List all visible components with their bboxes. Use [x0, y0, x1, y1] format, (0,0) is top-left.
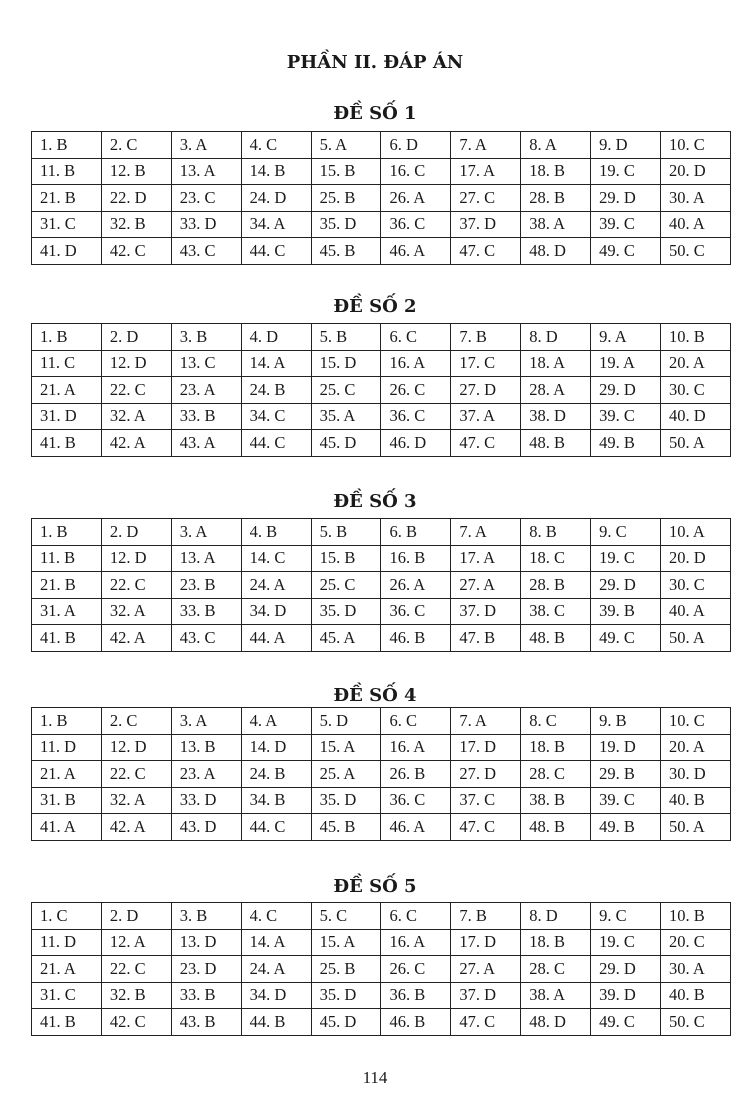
- answer-cell: 35. D: [311, 982, 381, 1009]
- answer-cell: 16. A: [381, 734, 451, 761]
- table-row: [32, 403, 731, 430]
- answer-cell: 11. D: [32, 929, 102, 956]
- answer-cell: 44. C: [241, 814, 311, 841]
- answer-cell: 31. D: [32, 403, 102, 430]
- answer-cell: 29. D: [591, 185, 661, 212]
- answer-cell: 33. D: [171, 211, 241, 238]
- answer-cell: 31. C: [32, 211, 102, 238]
- answer-cell: 23. C: [171, 185, 241, 212]
- answer-cell: 11. D: [32, 734, 102, 761]
- answer-cell: 8. B: [521, 519, 591, 546]
- answer-cell: 37. A: [451, 403, 521, 430]
- table-row: [32, 761, 731, 788]
- answer-cell: 39. C: [591, 403, 661, 430]
- answer-cell: 49. C: [591, 625, 661, 652]
- answer-cell: 3. A: [171, 519, 241, 546]
- answer-cell: 17. D: [451, 734, 521, 761]
- answer-cell: 41. B: [32, 625, 102, 652]
- answer-cell: 45. B: [311, 814, 381, 841]
- answer-cell: 46. D: [381, 430, 451, 457]
- answer-cell: 16. B: [381, 545, 451, 572]
- answer-cell: 30. C: [661, 572, 731, 599]
- section-heading: ĐỀ SỐ 3: [333, 491, 417, 512]
- answer-cell: 43. B: [171, 1009, 241, 1036]
- answer-cell: 17. A: [451, 545, 521, 572]
- answer-cell: 21. A: [32, 761, 102, 788]
- answer-table: [31, 707, 731, 841]
- table-row: [32, 430, 731, 457]
- answer-cell: 13. B: [171, 734, 241, 761]
- answer-cell: 20. D: [661, 545, 731, 572]
- answer-cell: 36. B: [381, 982, 451, 1009]
- answer-cell: 32. A: [101, 787, 171, 814]
- answer-cell: 43. A: [171, 430, 241, 457]
- answer-cell: 40. A: [661, 211, 731, 238]
- answer-cell: 48. D: [521, 238, 591, 265]
- answer-cell: 6. C: [381, 903, 451, 930]
- answer-cell: 34. C: [241, 403, 311, 430]
- answer-cell: 8. D: [521, 903, 591, 930]
- table-row: [32, 598, 731, 625]
- answer-cell: 8. A: [521, 132, 591, 159]
- table-row: [32, 238, 731, 265]
- answer-cell: 45. D: [311, 1009, 381, 1036]
- table-row: [32, 545, 731, 572]
- table-row: [32, 185, 731, 212]
- answer-cell: 45. D: [311, 430, 381, 457]
- answer-cell: 44. B: [241, 1009, 311, 1036]
- answer-cell: 35. D: [311, 211, 381, 238]
- answer-cell: 48. D: [521, 1009, 591, 1036]
- answer-cell: 9. C: [591, 903, 661, 930]
- answer-cell: 16. C: [381, 158, 451, 185]
- answer-cell: 10. B: [661, 903, 731, 930]
- table-row: [32, 929, 731, 956]
- answer-cell: 6. C: [381, 324, 451, 351]
- answer-cell: 37. D: [451, 598, 521, 625]
- answer-cell: 23. A: [171, 761, 241, 788]
- answer-cell: 40. B: [661, 982, 731, 1009]
- answer-cell: 21. A: [32, 956, 102, 983]
- answer-cell: 49. C: [591, 238, 661, 265]
- table-row: [32, 625, 731, 652]
- answer-cell: 39. C: [591, 787, 661, 814]
- answer-cell: 9. A: [591, 324, 661, 351]
- answer-cell: 1. B: [32, 519, 102, 546]
- answer-cell: 14. A: [241, 350, 311, 377]
- answer-cell: 43. D: [171, 814, 241, 841]
- answer-cell: 44. C: [241, 238, 311, 265]
- answer-cell: 28. C: [521, 956, 591, 983]
- answer-cell: 34. A: [241, 211, 311, 238]
- answer-cell: 46. A: [381, 238, 451, 265]
- answer-cell: 39. B: [591, 598, 661, 625]
- answer-cell: 11. B: [32, 545, 102, 572]
- table-row: [32, 350, 731, 377]
- answer-cell: 13. C: [171, 350, 241, 377]
- answer-cell: 26. A: [381, 572, 451, 599]
- answer-cell: 35. D: [311, 787, 381, 814]
- section-heading: ĐỀ SỐ 1: [333, 103, 417, 124]
- answer-cell: 37. D: [451, 982, 521, 1009]
- answer-cell: 50. A: [661, 814, 731, 841]
- answer-cell: 20. A: [661, 350, 731, 377]
- answer-cell: 11. B: [32, 158, 102, 185]
- answer-cell: 32. A: [101, 403, 171, 430]
- answer-cell: 30. A: [661, 185, 731, 212]
- answer-cell: 13. A: [171, 158, 241, 185]
- answer-cell: 46. B: [381, 1009, 451, 1036]
- answer-cell: 41. B: [32, 1009, 102, 1036]
- answer-cell: 18. A: [521, 350, 591, 377]
- answer-cell: 24. B: [241, 377, 311, 404]
- answer-cell: 27. C: [451, 185, 521, 212]
- answer-cell: 23. B: [171, 572, 241, 599]
- answer-cell: 24. B: [241, 761, 311, 788]
- table-row: [32, 377, 731, 404]
- answer-cell: 18. B: [521, 158, 591, 185]
- answer-cell: 32. B: [101, 982, 171, 1009]
- answer-cell: 26. C: [381, 377, 451, 404]
- answer-cell: 25. C: [311, 572, 381, 599]
- answer-cell: 28. B: [521, 185, 591, 212]
- answer-cell: 15. B: [311, 158, 381, 185]
- answer-cell: 50. C: [661, 1009, 731, 1036]
- answer-cell: 24. D: [241, 185, 311, 212]
- answer-cell: 47. B: [451, 625, 521, 652]
- answer-cell: 50. A: [661, 430, 731, 457]
- answer-cell: 7. B: [451, 324, 521, 351]
- answer-cell: 18. C: [521, 545, 591, 572]
- answer-cell: 46. B: [381, 625, 451, 652]
- answer-cell: 43. C: [171, 238, 241, 265]
- answer-cell: 15. B: [311, 545, 381, 572]
- answer-cell: 17. A: [451, 158, 521, 185]
- answer-cell: 14. B: [241, 158, 311, 185]
- table-row: [32, 158, 731, 185]
- table-row: [32, 132, 731, 159]
- answer-cell: 21. A: [32, 377, 102, 404]
- answer-cell: 11. C: [32, 350, 102, 377]
- answer-cell: 4. C: [241, 903, 311, 930]
- answer-cell: 4. B: [241, 519, 311, 546]
- answer-cell: 29. D: [591, 377, 661, 404]
- answer-cell: 6. D: [381, 132, 451, 159]
- answer-cell: 25. B: [311, 185, 381, 212]
- answer-cell: 19. C: [591, 158, 661, 185]
- answer-cell: 12. A: [101, 929, 171, 956]
- answer-cell: 50. A: [661, 625, 731, 652]
- answer-cell: 47. C: [451, 814, 521, 841]
- answer-cell: 21. B: [32, 185, 102, 212]
- answer-cell: 28. A: [521, 377, 591, 404]
- answer-cell: 36. C: [381, 598, 451, 625]
- answer-cell: 33. D: [171, 787, 241, 814]
- answer-cell: 12. B: [101, 158, 171, 185]
- answer-cell: 2. D: [101, 324, 171, 351]
- answer-cell: 32. A: [101, 598, 171, 625]
- answer-cell: 36. C: [381, 403, 451, 430]
- answer-cell: 20. D: [661, 158, 731, 185]
- answer-cell: 46. A: [381, 814, 451, 841]
- answer-cell: 4. D: [241, 324, 311, 351]
- answer-cell: 33. B: [171, 403, 241, 430]
- answer-cell: 42. A: [101, 625, 171, 652]
- answer-cell: 16. A: [381, 929, 451, 956]
- answer-cell: 5. D: [311, 708, 381, 735]
- answer-cell: 38. A: [521, 982, 591, 1009]
- table-row: [32, 708, 731, 735]
- table-row: [32, 956, 731, 983]
- answer-cell: 35. D: [311, 598, 381, 625]
- table-row: [32, 211, 731, 238]
- answer-table: [31, 323, 731, 457]
- answer-cell: 22. C: [101, 956, 171, 983]
- answer-cell: 10. C: [661, 708, 731, 735]
- answer-cell: 1. B: [32, 708, 102, 735]
- answer-cell: 3. B: [171, 903, 241, 930]
- table-row: [32, 903, 731, 930]
- answer-cell: 3. A: [171, 132, 241, 159]
- answer-cell: 9. D: [591, 132, 661, 159]
- answer-cell: 42. C: [101, 238, 171, 265]
- answer-cell: 24. A: [241, 956, 311, 983]
- answer-cell: 36. C: [381, 787, 451, 814]
- answer-cell: 45. B: [311, 238, 381, 265]
- answer-cell: 42. A: [101, 430, 171, 457]
- answer-cell: 9. C: [591, 519, 661, 546]
- table-row: [32, 734, 731, 761]
- answer-cell: 12. D: [101, 350, 171, 377]
- answer-cell: 10. B: [661, 324, 731, 351]
- answer-table: [31, 518, 731, 652]
- answer-cell: 5. A: [311, 132, 381, 159]
- answer-cell: 3. A: [171, 708, 241, 735]
- answer-cell: 49. B: [591, 814, 661, 841]
- answer-cell: 7. A: [451, 708, 521, 735]
- answer-cell: 36. C: [381, 211, 451, 238]
- answer-cell: 13. A: [171, 545, 241, 572]
- page-number: 114: [362, 1068, 388, 1087]
- answer-cell: 20. A: [661, 734, 731, 761]
- answer-cell: 45. A: [311, 625, 381, 652]
- page-title: PHẦN II. ĐÁP ÁN: [286, 52, 464, 73]
- answer-cell: 49. C: [591, 1009, 661, 1036]
- answer-cell: 38. D: [521, 403, 591, 430]
- answer-cell: 47. C: [451, 238, 521, 265]
- answer-cell: 21. B: [32, 572, 102, 599]
- answer-cell: 29. D: [591, 956, 661, 983]
- answer-cell: 40. A: [661, 598, 731, 625]
- answer-cell: 30. D: [661, 761, 731, 788]
- answer-cell: 2. C: [101, 708, 171, 735]
- answer-cell: 39. D: [591, 982, 661, 1009]
- answer-cell: 32. B: [101, 211, 171, 238]
- answer-cell: 49. B: [591, 430, 661, 457]
- answer-cell: 35. A: [311, 403, 381, 430]
- answer-cell: 4. A: [241, 708, 311, 735]
- answer-cell: 34. D: [241, 598, 311, 625]
- answer-cell: 26. A: [381, 185, 451, 212]
- answer-cell: 41. D: [32, 238, 102, 265]
- answer-cell: 15. D: [311, 350, 381, 377]
- answer-cell: 27. D: [451, 761, 521, 788]
- answer-cell: 47. C: [451, 430, 521, 457]
- answer-cell: 19. D: [591, 734, 661, 761]
- answer-cell: 20. C: [661, 929, 731, 956]
- answer-cell: 44. A: [241, 625, 311, 652]
- answer-cell: 31. C: [32, 982, 102, 1009]
- table-row: [32, 787, 731, 814]
- answer-cell: 40. B: [661, 787, 731, 814]
- answer-cell: 13. D: [171, 929, 241, 956]
- answer-cell: 2. D: [101, 519, 171, 546]
- answer-cell: 38. B: [521, 787, 591, 814]
- answer-cell: 1. B: [32, 324, 102, 351]
- table-row: [32, 982, 731, 1009]
- answer-cell: 40. D: [661, 403, 731, 430]
- answer-cell: 5. B: [311, 519, 381, 546]
- answer-cell: 12. D: [101, 545, 171, 572]
- answer-cell: 10. C: [661, 132, 731, 159]
- answer-cell: 31. B: [32, 787, 102, 814]
- answer-cell: 18. B: [521, 929, 591, 956]
- answer-cell: 27. D: [451, 377, 521, 404]
- answer-table: [31, 131, 731, 265]
- answer-cell: 50. C: [661, 238, 731, 265]
- answer-cell: 28. C: [521, 761, 591, 788]
- answer-cell: 41. B: [32, 430, 102, 457]
- answer-cell: 33. B: [171, 598, 241, 625]
- answer-cell: 25. B: [311, 956, 381, 983]
- section-heading: ĐỀ SỐ 2: [333, 296, 417, 317]
- answer-cell: 5. C: [311, 903, 381, 930]
- answer-cell: 42. A: [101, 814, 171, 841]
- answer-cell: 47. C: [451, 1009, 521, 1036]
- answer-cell: 7. B: [451, 903, 521, 930]
- answer-cell: 37. D: [451, 211, 521, 238]
- answer-cell: 2. C: [101, 132, 171, 159]
- answer-cell: 43. C: [171, 625, 241, 652]
- answer-cell: 17. C: [451, 350, 521, 377]
- answer-cell: 14. C: [241, 545, 311, 572]
- table-row: [32, 1009, 731, 1036]
- answer-cell: 29. D: [591, 572, 661, 599]
- table-row: [32, 519, 731, 546]
- answer-cell: 39. C: [591, 211, 661, 238]
- answer-cell: 48. B: [521, 625, 591, 652]
- section-heading: ĐỀ SỐ 5: [333, 876, 417, 897]
- answer-cell: 25. A: [311, 761, 381, 788]
- answer-cell: 29. B: [591, 761, 661, 788]
- answer-cell: 19. C: [591, 545, 661, 572]
- answer-cell: 30. C: [661, 377, 731, 404]
- answer-cell: 37. C: [451, 787, 521, 814]
- answer-cell: 26. C: [381, 956, 451, 983]
- answer-cell: 17. D: [451, 929, 521, 956]
- answer-cell: 19. A: [591, 350, 661, 377]
- answer-cell: 44. C: [241, 430, 311, 457]
- answer-cell: 23. A: [171, 377, 241, 404]
- section-heading: ĐỀ SỐ 4: [333, 685, 417, 706]
- answer-cell: 26. B: [381, 761, 451, 788]
- answer-cell: 23. D: [171, 956, 241, 983]
- answer-cell: 24. A: [241, 572, 311, 599]
- answer-cell: 27. A: [451, 956, 521, 983]
- answer-cell: 6. C: [381, 708, 451, 735]
- answer-cell: 16. A: [381, 350, 451, 377]
- answer-cell: 7. A: [451, 132, 521, 159]
- answer-cell: 10. A: [661, 519, 731, 546]
- answer-cell: 9. B: [591, 708, 661, 735]
- answer-cell: 15. A: [311, 734, 381, 761]
- answer-cell: 22. C: [101, 377, 171, 404]
- answer-cell: 4. C: [241, 132, 311, 159]
- answer-cell: 18. B: [521, 734, 591, 761]
- answer-cell: 34. D: [241, 982, 311, 1009]
- answer-cell: 1. C: [32, 903, 102, 930]
- answer-cell: 41. A: [32, 814, 102, 841]
- answer-cell: 8. C: [521, 708, 591, 735]
- answer-cell: 19. C: [591, 929, 661, 956]
- answer-cell: 5. B: [311, 324, 381, 351]
- answer-cell: 30. A: [661, 956, 731, 983]
- table-row: [32, 324, 731, 351]
- answer-cell: 25. C: [311, 377, 381, 404]
- answer-cell: 33. B: [171, 982, 241, 1009]
- answer-cell: 42. C: [101, 1009, 171, 1036]
- answer-cell: 48. B: [521, 814, 591, 841]
- answer-cell: 1. B: [32, 132, 102, 159]
- answer-cell: 38. A: [521, 211, 591, 238]
- answer-cell: 8. D: [521, 324, 591, 351]
- answer-cell: 31. A: [32, 598, 102, 625]
- answer-cell: 48. B: [521, 430, 591, 457]
- answer-cell: 15. A: [311, 929, 381, 956]
- answer-cell: 28. B: [521, 572, 591, 599]
- answer-cell: 22. C: [101, 572, 171, 599]
- table-row: [32, 572, 731, 599]
- answer-cell: 7. A: [451, 519, 521, 546]
- answer-cell: 14. A: [241, 929, 311, 956]
- answer-cell: 22. D: [101, 185, 171, 212]
- answer-cell: 34. B: [241, 787, 311, 814]
- answer-cell: 2. D: [101, 903, 171, 930]
- answer-cell: 38. C: [521, 598, 591, 625]
- answer-cell: 3. B: [171, 324, 241, 351]
- answer-cell: 12. D: [101, 734, 171, 761]
- answer-cell: 22. C: [101, 761, 171, 788]
- answer-cell: 6. B: [381, 519, 451, 546]
- answer-table: [31, 902, 731, 1036]
- answer-cell: 14. D: [241, 734, 311, 761]
- answer-cell: 27. A: [451, 572, 521, 599]
- table-row: [32, 814, 731, 841]
